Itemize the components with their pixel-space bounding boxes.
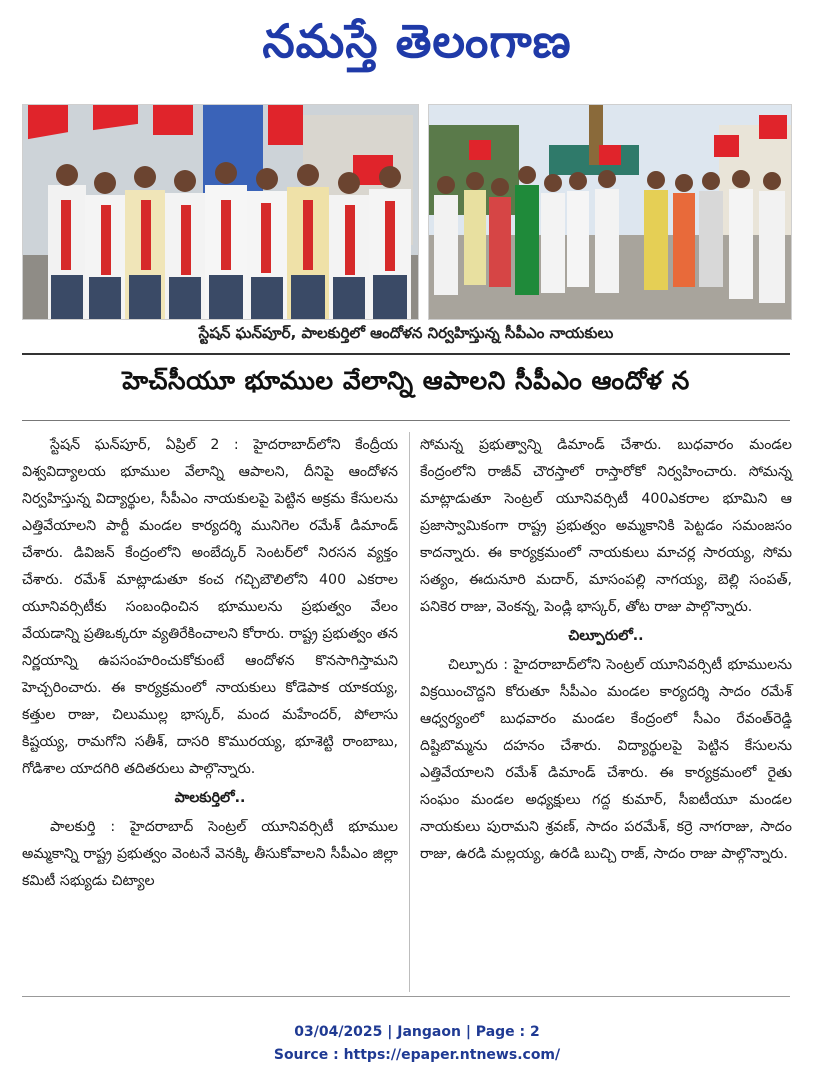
source-link[interactable]: Source : https://epaper.ntnews.com/ bbox=[273, 1047, 561, 1063]
article-paragraph: పాలకుర్తి : హైదరాబాద్ సెంట్రల్ యూనివర్సిటీ భూముల అమ్మకాన్ని రాష్ట్ర ప్రభుత్వం వెంటనే వెనక్కి తీసుకోవాలని సీపీఎం జిల్లా కమిటీ సభ్యుడు చిట్యాల bbox=[22, 819, 398, 889]
rally-photo-icon bbox=[22, 104, 419, 320]
footer-divider bbox=[22, 996, 790, 997]
photo-caption: స్టేషన్ ఘన్‌పూర్, పాలకుర్తిలో ఆందోళన నిర్వహిస్తున్న సీపీఎం నాయకులు bbox=[198, 324, 614, 342]
caption-divider bbox=[22, 353, 790, 355]
section-subheading: పాలకుర్తిలో.. bbox=[174, 790, 246, 806]
section-subheading: చిల్పూరులో.. bbox=[568, 628, 644, 644]
article-paragraph: సోమన్న ప్రభుత్వాన్ని డిమాండ్ చేశారు. బుధవారం మండల కేంద్రంలోని రాజీవ్ చౌరస్తాలో రాస్తారోకో నిర్వహించారు. సోమన్న మాట్లాడుతూ సెంట్రల్ యూనివర్సిటీ 400ఎకరాల భూమిని ఆ ప్రజాస్వామికంగా రాష్ట్ర ప్రభుత్వం అమ్మకానికి పెట్టడం సమంజసం కాదన్నారు. ఈ కార్యక్రమంలో నాయకులు మాచర్ల సారయ్య, సోమ సత్యం, ఈదునూరి మదార్, మాసంపల్లి నాగయ్య, బెల్లి సంపత్, పనికెర రాజు, వెంకన్న, పెండ్లి భాస్కర్, తోట రాజు పాల్గొన్నారు. bbox=[420, 437, 792, 615]
column-divider bbox=[409, 432, 410, 992]
headline-divider bbox=[22, 420, 790, 421]
newspaper-masthead: నమస్తే తెలంగాణ bbox=[262, 14, 572, 68]
article-paragraph: చిల్పూరు : హైదరాబాద్‌లోని సెంట్రల్ యూనివర్సిటీ భూములను విక్రయించొద్దని కోరుతూ సీపీఎం మండల కార్యదర్శి సాదం రమేశ్ ఆధ్వర్యంలో బుధవారం మండల కేంద్రంలో సీఎం రేవంత్‌రెడ్డి దిష్టిబొమ్మను దహనం చేశారు. విద్యార్థులపై పెట్టిన కేసులను ఎత్తివేయాలని రమేశ్ డిమాండ్ చేశారు. ఈ కార్యక్రమంలో రైతు సంఘం మండల అధ్యక్షులు గద్ద కుమార్, సీఐటీయూ మండల నాయకులు పురామని శ్రవణ్, సాదం పరమేశ్, కర్రె నాగరాజు, సాదం రాజు, ఉరడి మల్లయ్య, ఉరడి బుచ్చి రాజ్, సాదం రాజు పాల్గొన్నారు. bbox=[420, 657, 792, 862]
article-paragraph: స్టేషన్ ఘన్‌పూర్, ఏప్రిల్ 2 : హైదరాబాద్‌లోని కేంద్రీయ విశ్వవిద్యాలయ భూముల వేలాన్ని ఆపాలని, దీనిపై ఆందోళన నిర్వహిస్తున్న విద్యార్థుల, సీపీఎం నాయకులపై పెట్టిన అక్రమ కేసులను ఎత్తివేయాలని పార్టీ మండల కార్యదర్శి మునిగెల రమేశ్ డిమాండ్ చేశారు. డివిజన్ కేంద్రంలోని అంబేద్కర్ సెంటర్‌లో నిరసన వ్యక్తం చేశారు. రమేశ్ మాట్లాడుతూ కంచ గచ్చిబౌలిలోని 400 ఎకరాల యూనివర్సిటీకు సంబంధించిన భూములను ప్రభుత్వం వేలం వేయడాన్ని ప్రతిఒక్కరూ వ్యతిరేకించాలని కోరారు. రాష్ట్ర ప్రభుత్వం తన నిర్ణయాన్ని ఉపసంహరించుకోకుంటే ఆందోళన కొనసాగిస్తామని హెచ్చరించారు. ఈ కార్యక్రమంలో నాయకులు కోడెపాక యాకయ్య, కత్తుల రాజు, చిలుముల్ల భాస్కర్, మంద మహేందర్, పోలాసు కిష్టయ్య, రామగోని సతీశ్, దాసరి కొమురయ్య, భూశెట్టి రాంబాబు, గోడిశాల యాదగిరి తదితరులు పాల్గొన్నారు. bbox=[22, 437, 398, 777]
edition-info: 03/04/2025 | Jangaon | Page : 2 bbox=[294, 1024, 540, 1040]
article-column-right bbox=[420, 432, 792, 868]
street-protest-photo-icon bbox=[428, 104, 792, 320]
article-headline: హెచ్‌సీయూ భూముల వేలాన్ని ఆపాలని సీపీఎం ఆందోళ న bbox=[122, 366, 690, 395]
article-column-left bbox=[22, 432, 398, 895]
